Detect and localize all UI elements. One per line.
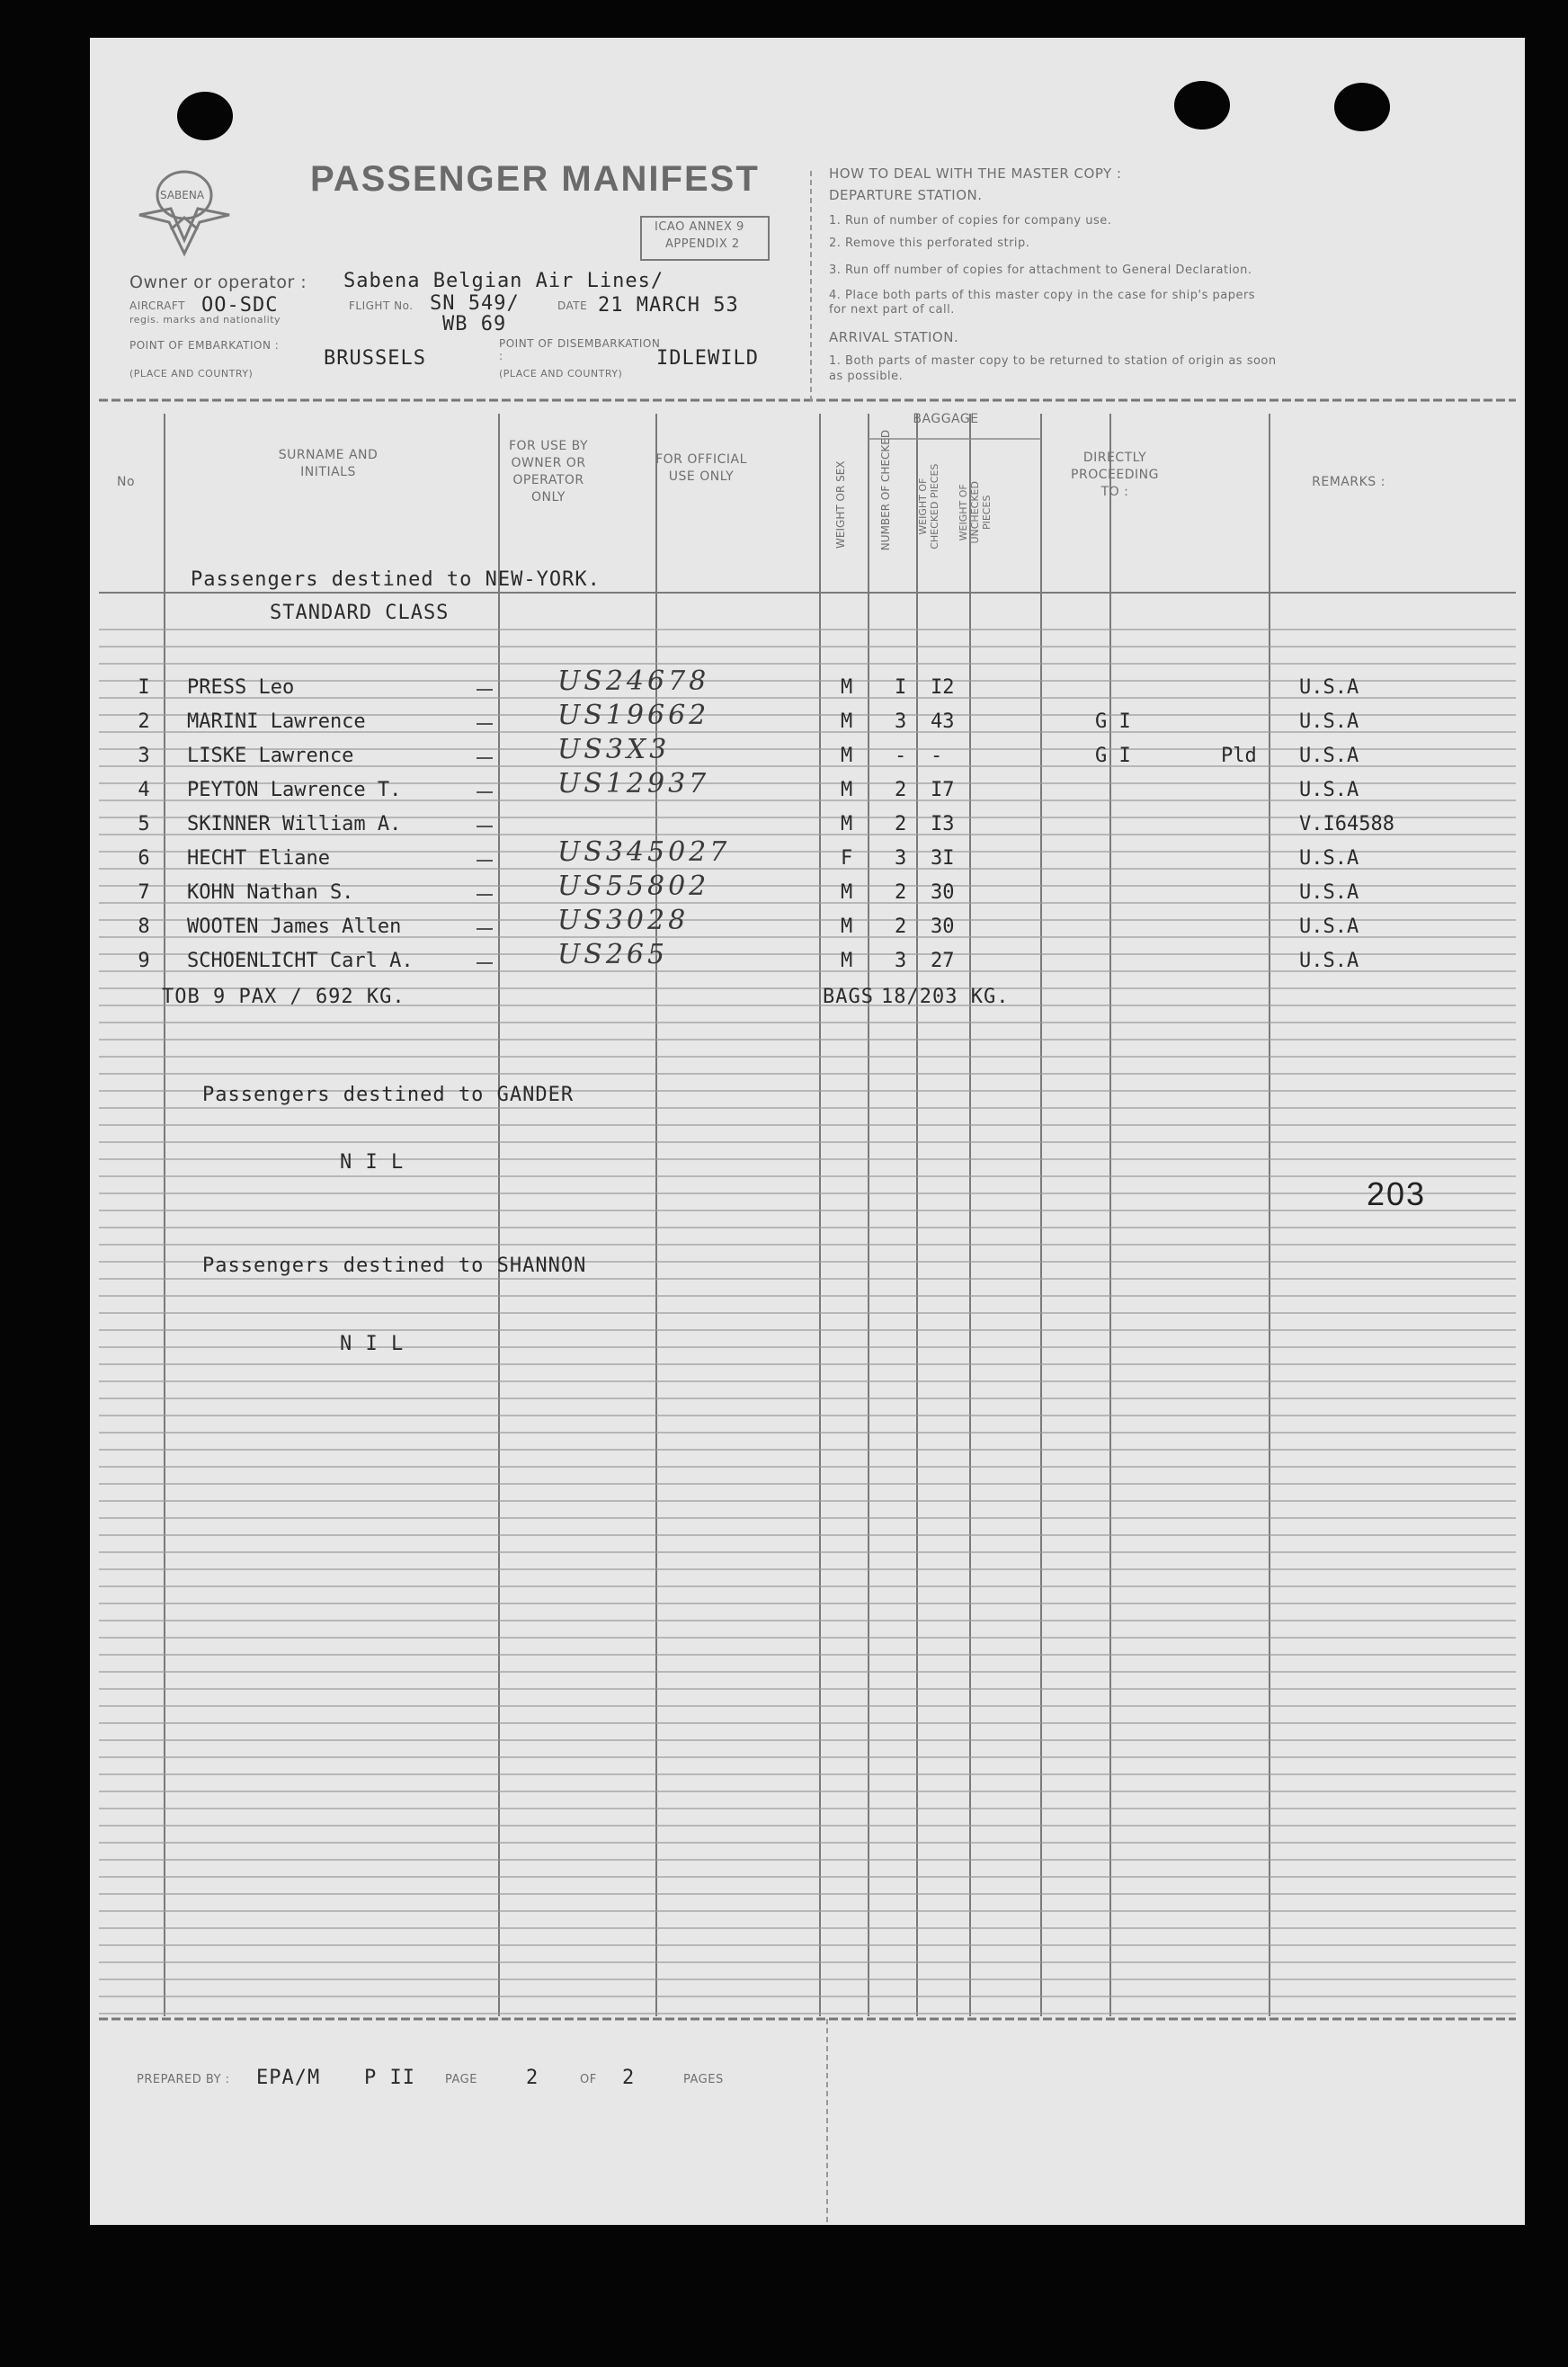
passenger-sex: M (841, 745, 853, 767)
instructions-step-2: 2. Remove this perforated strip. (829, 237, 1030, 250)
passenger-dash (477, 962, 493, 964)
passenger-weight: - (931, 745, 943, 767)
p-value: P II (364, 2067, 415, 2089)
sabena-wings-icon (135, 159, 234, 258)
passenger-weight: 30 (931, 916, 955, 938)
owner-value: Sabena Belgian Air Lines/ (343, 270, 664, 292)
passenger-no: 9 (138, 950, 150, 972)
icao-line-1: ICAO ANNEX 9 (655, 220, 744, 234)
passenger-remarks: V.I64588 (1299, 813, 1394, 835)
passenger-dash (477, 689, 493, 691)
passenger-name: LISKE Lawrence (187, 745, 354, 767)
passenger-extra: Pld (1221, 745, 1257, 767)
passenger-owner-use: US12937 (557, 768, 710, 799)
passenger-remarks: U.S.A (1299, 779, 1359, 801)
passenger-remarks: U.S.A (1299, 950, 1359, 972)
instructions-arrival: ARRIVAL STATION. (829, 329, 959, 345)
instructions-step-3: 3. Run off number of copies for attachment to General Declaration. (829, 263, 1252, 277)
passenger-no: 5 (138, 813, 150, 835)
passenger-sex: M (841, 779, 853, 801)
passenger-weight: I7 (931, 779, 955, 801)
aircraft-sub: regis. marks and nationality (129, 314, 281, 326)
col-directly: DIRECTLY PROCEEDING TO : (1071, 451, 1159, 499)
of-label: OF (580, 2073, 597, 2086)
passenger-remarks: U.S.A (1299, 847, 1359, 870)
instructions-departure: DEPARTURE STATION. (829, 187, 983, 203)
passenger-dash (477, 860, 493, 862)
instructions-step-5b: as possible. (829, 370, 904, 383)
prepared-label: PREPARED BY : (137, 2073, 230, 2086)
gander-heading: Passengers destined to GANDER (202, 1084, 575, 1106)
passenger-pieces: - (895, 745, 907, 767)
disembark-value: IDLEWILD (656, 347, 759, 370)
date-value: 21 MARCH 53 (598, 294, 739, 317)
col-baggage: BAGGAGE (913, 412, 979, 426)
embark-value: BRUSSELS (324, 347, 426, 370)
ny-heading: Passengers destined to NEW-YORK. (191, 568, 601, 591)
passenger-weight: 30 (931, 881, 955, 904)
col-remarks: REMARKS : (1312, 475, 1385, 489)
passenger-pieces: 2 (895, 813, 907, 835)
passenger-weight: I2 (931, 676, 955, 699)
passenger-name: MARINI Lawrence (187, 710, 366, 733)
passenger-weight: 27 (931, 950, 955, 972)
col-surname: SURNAME AND INITIALS (278, 448, 379, 479)
col-owner-use: FOR USE BY OWNER OR OPERATOR ONLY (508, 439, 589, 505)
passenger-no: 3 (138, 745, 150, 767)
passenger-pieces: I (895, 676, 907, 699)
shannon-nil: N I L (340, 1333, 405, 1355)
passenger-directly: G I (1095, 710, 1131, 733)
instructions-heading: HOW TO DEAL WITH THE MASTER COPY : (829, 165, 1122, 182)
col-bag-weight-checked: WEIGHT OF CHECKED PIECES (916, 463, 940, 549)
passenger-no: 2 (138, 710, 150, 733)
passenger-sex: M (841, 950, 853, 972)
owner-label: Owner or operator : (129, 272, 307, 292)
passenger-pieces: 2 (895, 916, 907, 938)
of-value: 2 (622, 2067, 636, 2089)
passenger-sex: M (841, 881, 853, 904)
passenger-pieces: 3 (895, 847, 907, 870)
passenger-owner-use: US345027 (557, 836, 731, 868)
passenger-sex: M (841, 813, 853, 835)
passenger-name: KOHN Nathan S. (187, 881, 354, 904)
passenger-weight: 43 (931, 710, 955, 733)
gander-nil: N I L (340, 1151, 405, 1174)
passenger-name: SCHOENLICHT Carl A. (187, 950, 414, 972)
passenger-no: 7 (138, 881, 150, 904)
manifest-grid (90, 38, 1525, 2225)
icao-line-2: APPENDIX 2 (665, 237, 740, 251)
passenger-sex: M (841, 676, 853, 699)
col-official-use: FOR OFFICIAL USE ONLY (655, 452, 747, 484)
disembark-sub: (PLACE AND COUNTRY) (499, 368, 623, 380)
passenger-dash (477, 791, 493, 793)
passenger-owner-use: US3X3 (557, 734, 671, 765)
passenger-name: HECHT Eliane (187, 847, 330, 870)
instructions-step-4b: for next part of call. (829, 303, 955, 317)
col-bag-weight-unchecked: WEIGHT OF UNCHECKED PIECES (958, 481, 993, 544)
passenger-pieces: 2 (895, 881, 907, 904)
flight-value: SN 549/ (430, 292, 520, 315)
disembark-label: POINT OF DISEMBARKATION : (499, 337, 661, 362)
page-value: 2 (526, 2067, 539, 2089)
col-no: No (116, 475, 136, 489)
ny-class: STANDARD CLASS (270, 602, 450, 624)
passenger-remarks: U.S.A (1299, 916, 1359, 938)
manifest-title: PASSENGER MANIFEST (310, 159, 760, 199)
page-label: PAGE (445, 2073, 477, 2086)
icao-box (640, 216, 770, 261)
embark-sub: (PLACE AND COUNTRY) (129, 368, 254, 380)
passenger-dash (477, 894, 493, 896)
shannon-heading: Passengers destined to SHANNON (202, 1255, 587, 1277)
passenger-no: 4 (138, 779, 150, 801)
col-weight-sex: WEIGHT OR SEX (833, 460, 847, 549)
passenger-no: 6 (138, 847, 150, 870)
bags-value: 18/203 KG. (881, 986, 1010, 1008)
passenger-pieces: 3 (895, 710, 907, 733)
passenger-owner-use: US265 (557, 939, 669, 970)
passenger-no: 8 (138, 916, 150, 938)
passenger-sex: M (841, 710, 853, 733)
passenger-dash (477, 757, 493, 759)
passenger-owner-use: US3028 (557, 905, 690, 936)
sabena-logo (135, 159, 234, 258)
passenger-owner-use: US19662 (557, 700, 710, 731)
manifest-sheet (90, 38, 1525, 2225)
col-bag-number: NUMBER OF CHECKED (878, 429, 892, 551)
passenger-name: SKINNER William A. (187, 813, 402, 835)
passenger-pieces: 3 (895, 950, 907, 972)
passenger-weight: I3 (931, 813, 955, 835)
passenger-remarks: U.S.A (1299, 745, 1359, 767)
passenger-name: WOOTEN James Allen (187, 916, 402, 938)
passenger-pieces: 2 (895, 779, 907, 801)
passenger-weight: 3I (931, 847, 955, 870)
instructions-step-4a: 4. Place both parts of this master copy in the case for ship's papers (829, 289, 1256, 302)
passenger-name: PEYTON Lawrence T. (187, 779, 402, 801)
instructions-step-1: 1. Run of number of copies for company use. (829, 214, 1112, 228)
passenger-remarks: U.S.A (1299, 881, 1359, 904)
passenger-remarks: U.S.A (1299, 676, 1359, 699)
aircraft-value: OO-SDC (201, 294, 279, 317)
passenger-dash (477, 723, 493, 725)
flight-value-2: WB 69 (442, 313, 507, 335)
flight-label: FLIGHT No. (349, 299, 414, 312)
date-label: DATE (557, 299, 588, 312)
passenger-sex: F (841, 847, 853, 870)
passenger-dash (477, 826, 493, 827)
passenger-sex: M (841, 916, 853, 938)
passenger-no: I (138, 676, 150, 699)
passenger-remarks: U.S.A (1299, 710, 1359, 733)
prepared-value: EPA/M (256, 2067, 321, 2089)
instructions-step-5a: 1. Both parts of master copy to be returned to station of origin as soon (829, 354, 1277, 368)
tob-total: TOB 9 PAX / 692 KG. (162, 986, 405, 1008)
passenger-dash (477, 928, 493, 930)
passenger-name: PRESS Leo (187, 676, 295, 699)
passenger-owner-use: US24678 (557, 665, 710, 697)
passenger-owner-use: US55802 (557, 871, 710, 902)
aircraft-label: AIRCRAFT (129, 299, 185, 312)
stamp-total-203: 203 (1367, 1175, 1427, 1212)
logo-text: SABENA (160, 189, 205, 201)
bags-label: BAGS (823, 986, 874, 1008)
embark-label: POINT OF EMBARKATION : (129, 339, 280, 352)
pages-label: PAGES (683, 2073, 724, 2086)
passenger-directly: G I (1095, 745, 1131, 767)
